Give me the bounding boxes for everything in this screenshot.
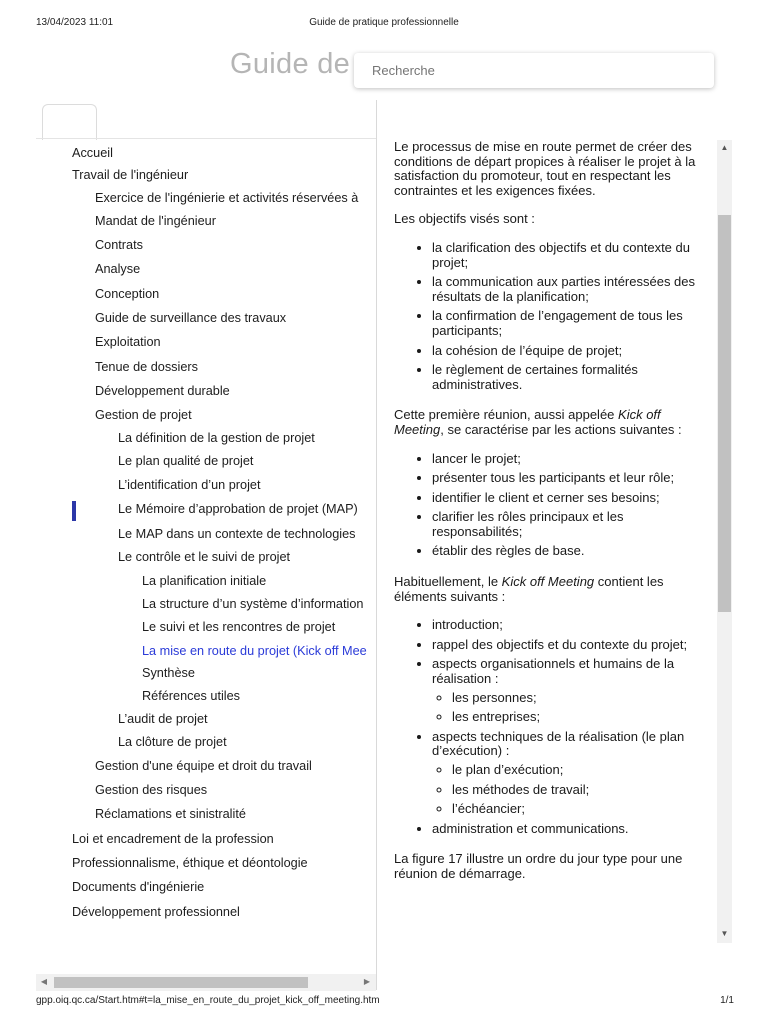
list-item: • établir des règles de base. (432, 544, 714, 559)
list-item: • la confirmation de l’engagement de tous les participants; (432, 309, 714, 338)
nav-item[interactable]: L’audit de projet (118, 712, 208, 726)
pane-divider (376, 100, 377, 990)
list-item: • la clarification des objectifs et du contexte du projet; (432, 241, 714, 270)
nav-item[interactable]: La structure d’un système d’information (142, 597, 364, 611)
list-item: • administration et communications. (432, 822, 714, 837)
meeting-intro-text: , se caractérise par les actions suivantes : (440, 421, 682, 437)
meeting-intro-text: Cette première réunion, aussi appelée (394, 407, 619, 423)
nav-item[interactable]: Conception (95, 287, 160, 301)
nav-item[interactable]: Le MAP dans un contexte de technologies (118, 527, 356, 541)
contents-intro-text: Habituellement, le (394, 574, 502, 590)
sub-list-item: ◦ le plan d’exécution; (452, 763, 714, 778)
nav-item[interactable]: Gestion des risques (95, 783, 208, 797)
list-item: • introduction; (432, 618, 714, 633)
list-item: • le règlement de certaines formalités administratives. (432, 363, 714, 392)
nav-item[interactable]: Tenue de dossiers (95, 360, 198, 374)
nav-item[interactable]: Le suivi et les rencontres de projet (142, 620, 336, 634)
nav-item[interactable]: Documents d'ingénierie (72, 880, 205, 894)
scroll-up-icon[interactable]: ▲ (720, 143, 729, 152)
print-date: 13/04/2023 11:01 (36, 17, 114, 28)
table-of-contents (36, 140, 376, 972)
nav-item[interactable]: Réclamations et sinistralité (95, 807, 246, 821)
nav-scrollbar-thumb[interactable] (54, 977, 308, 988)
sub-list (432, 763, 714, 817)
nav-item[interactable]: Loi et encadrement de la profession (72, 832, 274, 846)
nav-top-divider (36, 138, 376, 139)
nav-item[interactable]: L’identification d’un projet (118, 478, 261, 492)
sub-list (432, 691, 714, 725)
print-page-title: Guide de pratique professionnelle (309, 17, 459, 28)
scroll-right-icon[interactable]: ▶ (363, 977, 371, 986)
nav-item[interactable]: Mandat de l'ingénieur (95, 214, 216, 228)
nav-item[interactable]: Références utiles (142, 689, 241, 703)
sub-list-item: ◦ l’échéancier; (452, 802, 714, 817)
objectives-lead: Les objectifs visés sont : (394, 211, 535, 227)
scroll-down-icon[interactable]: ▼ (720, 929, 729, 938)
figure-note: La figure 17 illustre un ordre du jour type pour une réunion de démarrage. (394, 851, 683, 881)
contents-intro-paragraph (394, 575, 714, 604)
meeting-elements-list (394, 618, 714, 836)
list-item: • la communication aux parties intéressées des résultats de la planification; (432, 275, 714, 304)
sub-list-item: ◦ les entreprises; (452, 710, 714, 725)
nav-item-active[interactable]: La mise en route du projet (Kick off Mee (142, 644, 367, 658)
nav-item[interactable]: Gestion d'une équipe et droit du travail (95, 759, 312, 773)
list-item: • rappel des objectifs et du contexte du projet; (432, 638, 714, 653)
nav-item[interactable]: Exploitation (95, 335, 161, 349)
list-item: • lancer le projet; (432, 452, 714, 467)
nav-item[interactable]: La planification initiale (142, 574, 267, 588)
nav-item[interactable]: Développement professionnel (72, 905, 240, 919)
meeting-intro-paragraph (394, 408, 714, 437)
print-url: gpp.oiq.qc.ca/Start.htm#t=la_mise_en_route_du_projet_kick_off_meeting.htm (36, 995, 380, 1006)
list-item-text: aspects techniques de la réalisation (le plan d’exécution) : (432, 728, 685, 759)
nav-item[interactable]: Gestion de projet (95, 408, 192, 422)
list-item: • identifier le client et cerner ses besoins; (432, 491, 714, 506)
list-item: • la cohésion de l’équipe de projet; (432, 344, 714, 359)
list-item (432, 657, 714, 724)
list-item: • clarifier les rôles principaux et les responsabilités; (432, 510, 714, 539)
content-vertical-scrollbar[interactable] (717, 140, 732, 943)
nav-item[interactable]: Accueil (72, 146, 113, 160)
nav-item[interactable]: Le plan qualité de projet (118, 454, 254, 468)
nav-item[interactable]: Exercice de l'ingénierie et activités réservées à (95, 191, 359, 205)
nav-item[interactable]: La définition de la gestion de projet (118, 431, 315, 445)
list-item-text: aspects organisationnels et humains de la réalisation : (432, 656, 675, 687)
nav-item[interactable]: Le Mémoire d’approbation de projet (MAP) (118, 502, 358, 516)
sub-list-item: ◦ les personnes; (452, 691, 714, 706)
nav-item[interactable]: La clôture de projet (118, 735, 227, 749)
intro-paragraph: Le processus de mise en route permet de créer des conditions de départ propices à réaliser le projet à la satisfaction du promoteur, tout en respectant les contraintes et les exigences fixées. (394, 140, 696, 198)
content-scrollbar-thumb[interactable] (718, 215, 731, 612)
nav-horizontal-scrollbar[interactable] (36, 974, 376, 991)
list-item: • présenter tous les participants et leur rôle; (432, 471, 714, 486)
nav-item[interactable]: Travail de l'ingénieur (72, 168, 189, 182)
list-item (432, 730, 714, 817)
active-item-marker (72, 501, 76, 521)
nav-item[interactable]: Synthèse (142, 666, 195, 680)
nav-item[interactable]: Le contrôle et le suivi de projet (118, 550, 291, 564)
nav-item[interactable]: Professionnalisme, éthique et déontologie (72, 856, 308, 870)
nav-item[interactable]: Guide de surveillance des travaux (95, 311, 287, 325)
print-page-number: 1/1 (720, 995, 734, 1006)
nav-item[interactable]: Analyse (95, 262, 141, 276)
scroll-left-icon[interactable]: ◀ (40, 977, 48, 986)
search-input[interactable] (354, 53, 714, 88)
objectives-list (394, 241, 714, 392)
site-title: Guide de (230, 48, 351, 80)
actions-list (394, 452, 714, 560)
kick-off-term: Kick off Meeting (394, 407, 661, 437)
nav-item[interactable]: Développement durable (95, 384, 230, 398)
kick-off-term: Kick off Meeting (501, 574, 595, 590)
sub-list-item: ◦ les méthodes de travail; (452, 783, 714, 798)
contents-intro-text: contient les éléments suivants : (394, 574, 664, 604)
nav-item[interactable]: Contrats (95, 238, 143, 252)
toc-tab[interactable] (42, 104, 97, 140)
topic-content (394, 140, 714, 946)
